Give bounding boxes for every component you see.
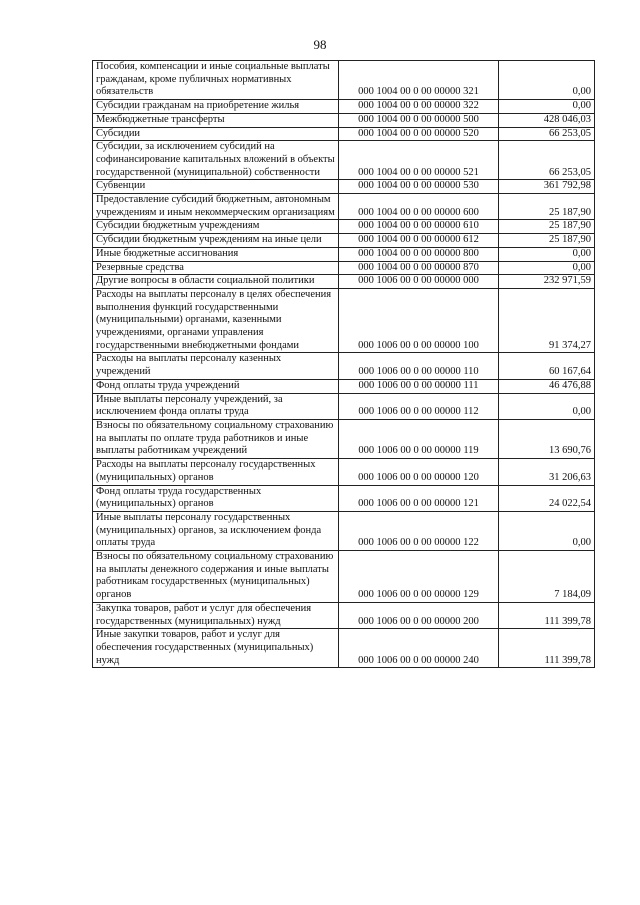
row-sum: 0,00 — [499, 511, 595, 550]
table-row — [93, 551, 595, 603]
row-code: 000 1006 00 0 00 00000 119 — [339, 419, 499, 458]
table-row — [93, 220, 595, 234]
row-name: Иные бюджетные ассигнования — [93, 247, 339, 261]
row-name: Пособия, компенсации и иные социальные выплаты гражданам, кроме публичных нормативных обязательств — [93, 61, 339, 100]
table-row — [93, 459, 595, 485]
row-sum: 66 253,05 — [499, 141, 595, 180]
row-code: 000 1006 00 0 00 00000 112 — [339, 393, 499, 419]
row-sum: 111 399,78 — [499, 629, 595, 668]
table-row — [93, 353, 595, 379]
table-row — [93, 141, 595, 180]
table-row — [93, 419, 595, 458]
table-row — [93, 275, 595, 289]
table-row — [93, 511, 595, 550]
row-code: 000 1004 00 0 00 00000 600 — [339, 194, 499, 220]
table-row — [93, 113, 595, 127]
row-name: Расходы на выплаты персоналу в целях обеспечения выполнения функций государственными (муниципальными) органами, казенными учреждениями, органами управления государственными внебюджетными фондами — [93, 288, 339, 353]
row-sum: 91 374,27 — [499, 288, 595, 353]
table-row — [93, 61, 595, 100]
row-sum: 0,00 — [499, 247, 595, 261]
row-sum: 25 187,90 — [499, 234, 595, 248]
row-name: Расходы на выплаты персоналу государственных (муниципальных) органов — [93, 459, 339, 485]
table-row — [93, 629, 595, 668]
row-name: Резервные средства — [93, 261, 339, 275]
row-sum: 25 187,90 — [499, 194, 595, 220]
row-sum: 0,00 — [499, 100, 595, 114]
row-sum: 31 206,63 — [499, 459, 595, 485]
page-number: 98 — [313, 37, 327, 52]
row-code: 000 1004 00 0 00 00000 530 — [339, 180, 499, 194]
row-sum: 0,00 — [499, 261, 595, 275]
row-name: Фонд оплаты труда государственных (муниципальных) органов — [93, 485, 339, 511]
row-name: Иные выплаты персоналу учреждений, за исключением фонда оплаты труда — [93, 393, 339, 419]
row-name: Фонд оплаты труда учреждений — [93, 379, 339, 393]
row-code: 000 1006 00 0 00 00000 200 — [339, 602, 499, 628]
row-sum: 60 167,64 — [499, 353, 595, 379]
row-code: 000 1004 00 0 00 00000 800 — [339, 247, 499, 261]
table-row — [93, 379, 595, 393]
row-code: 000 1006 00 0 00 00000 121 — [339, 485, 499, 511]
row-code: 000 1004 00 0 00 00000 321 — [339, 61, 499, 100]
row-name: Субсидии бюджетным учреждениям — [93, 220, 339, 234]
row-code: 000 1006 00 0 00 00000 000 — [339, 275, 499, 289]
table-row — [93, 602, 595, 628]
row-code: 000 1004 00 0 00 00000 322 — [339, 100, 499, 114]
row-code: 000 1004 00 0 00 00000 612 — [339, 234, 499, 248]
row-name: Другие вопросы в области социальной политики — [93, 275, 339, 289]
row-name: Взносы по обязательному социальному страхованию на выплаты по оплате труда работников и иные выплаты работникам учреждений — [93, 419, 339, 458]
budget-table-body — [93, 61, 595, 668]
row-sum: 24 022,54 — [499, 485, 595, 511]
row-sum: 428 046,03 — [499, 113, 595, 127]
row-name: Субсидии — [93, 127, 339, 141]
table-row — [93, 261, 595, 275]
row-name: Субвенции — [93, 180, 339, 194]
row-code: 000 1006 00 0 00 00000 120 — [339, 459, 499, 485]
row-code: 000 1004 00 0 00 00000 521 — [339, 141, 499, 180]
row-code: 000 1006 00 0 00 00000 100 — [339, 288, 499, 353]
table-row — [93, 194, 595, 220]
row-code: 000 1004 00 0 00 00000 610 — [339, 220, 499, 234]
row-sum: 361 792,98 — [499, 180, 595, 194]
table-row — [93, 100, 595, 114]
row-code: 000 1006 00 0 00 00000 240 — [339, 629, 499, 668]
row-code: 000 1006 00 0 00 00000 129 — [339, 551, 499, 603]
budget-table — [92, 60, 595, 668]
row-code: 000 1006 00 0 00 00000 122 — [339, 511, 499, 550]
row-sum: 7 184,09 — [499, 551, 595, 603]
row-code: 000 1004 00 0 00 00000 520 — [339, 127, 499, 141]
row-name: Закупка товаров, работ и услуг для обеспечения государственных (муниципальных) нужд — [93, 602, 339, 628]
row-sum: 111 399,78 — [499, 602, 595, 628]
row-code: 000 1006 00 0 00 00000 110 — [339, 353, 499, 379]
row-sum: 66 253,05 — [499, 127, 595, 141]
table-row — [93, 247, 595, 261]
row-code: 000 1004 00 0 00 00000 870 — [339, 261, 499, 275]
row-sum: 232 971,59 — [499, 275, 595, 289]
table-row — [93, 288, 595, 353]
row-sum: 0,00 — [499, 61, 595, 100]
row-code: 000 1004 00 0 00 00000 500 — [339, 113, 499, 127]
row-sum: 46 476,88 — [499, 379, 595, 393]
table-row — [93, 127, 595, 141]
table-row — [93, 234, 595, 248]
table-row — [93, 485, 595, 511]
row-sum: 13 690,76 — [499, 419, 595, 458]
row-name: Иные закупки товаров, работ и услуг для обеспечения государственных (муниципальных) нужд — [93, 629, 339, 668]
row-name: Расходы на выплаты персоналу казенных учреждений — [93, 353, 339, 379]
row-sum: 0,00 — [499, 393, 595, 419]
row-name: Межбюджетные трансферты — [93, 113, 339, 127]
table-row — [93, 180, 595, 194]
table-row — [93, 393, 595, 419]
row-name: Субсидии, за исключением субсидий на софинансирование капитальных вложений в объекты государственной (муниципальной) собственности — [93, 141, 339, 180]
row-name: Предоставление субсидий бюджетным, автономным учреждениям и иным некоммерческим организациям — [93, 194, 339, 220]
row-code: 000 1006 00 0 00 00000 111 — [339, 379, 499, 393]
row-name: Субсидии гражданам на приобретение жилья — [93, 100, 339, 114]
row-name: Взносы по обязательному социальному страхованию на выплаты денежного содержания и иные выплаты работникам государственных (муниципальных) органов — [93, 551, 339, 603]
row-name: Иные выплаты персоналу государственных (муниципальных) органов, за исключением фонда оплаты труда — [93, 511, 339, 550]
row-sum: 25 187,90 — [499, 220, 595, 234]
row-name: Субсидии бюджетным учреждениям на иные цели — [93, 234, 339, 248]
